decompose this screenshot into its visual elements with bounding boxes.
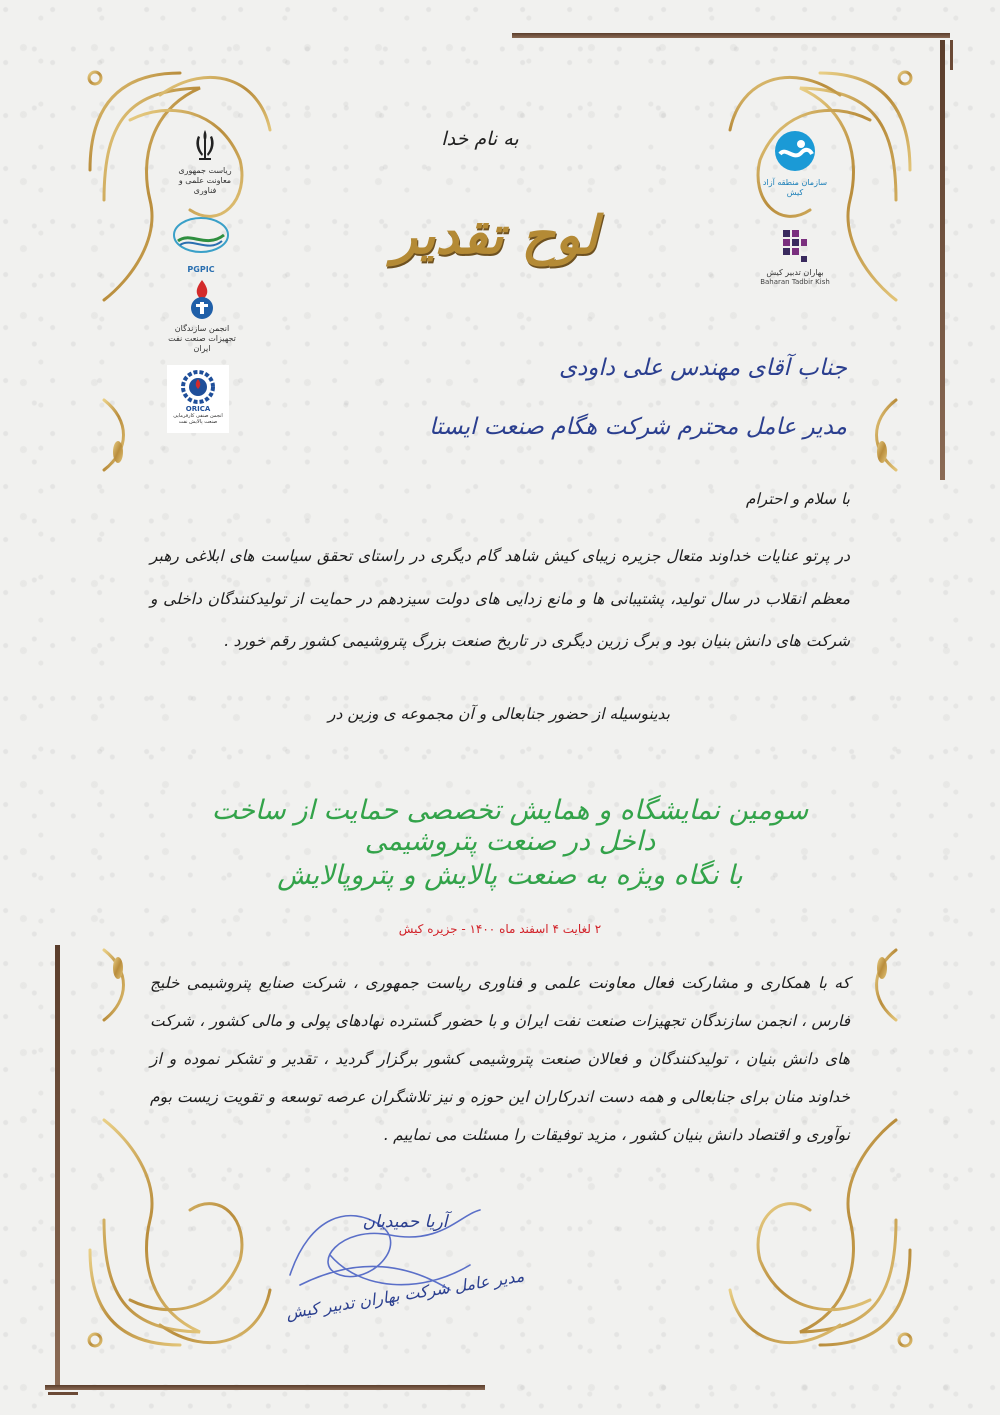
event-date: ۲ لغایت ۴ اسفند ماه ۱۴۰۰ - جزیره کیش <box>398 922 602 936</box>
kish-free-zone-logo <box>760 128 830 198</box>
certificate-title: لوح تقدیر <box>392 205 598 266</box>
association-caption-1: انجمن سازندگان <box>174 324 230 333</box>
baharan-caption-fa: بهاران تدبیر کیش <box>766 268 824 277</box>
association-caption-2: تجهیزات صنعت نفت ایران <box>168 334 236 353</box>
presidency-logo <box>170 128 240 196</box>
orica-gear-icon <box>176 369 220 409</box>
recipient-name: جناب آقای مهندس علی داودی <box>559 355 847 381</box>
baharan-caption-en: Baharan Tadbir Kish <box>760 278 830 286</box>
presidency-caption-1: ریاست جمهوری <box>178 166 232 175</box>
body-intro: بدینوسیله از حضور جنابعالی و آن مجموعه ی وزین در <box>328 705 670 723</box>
orica-label: ORICA <box>185 405 211 413</box>
pgpic-label: PGPIC <box>187 265 215 274</box>
closing-paragraph: که با همکاری و مشارکت فعال معاونت علمی و فناوری ریاست جمهوری ، شرکت صنایع پتروشیمی خلیج فارس ، انجمن سازندگان تجهیزات صنعت نفت ایران و با حضور گسترده نهادهای پولی و مالی کشور ، شرکت های دانش بنیان ، تولیدکنندگان و فعالان صنعت پتروشیمی کشور برگزار گردید ، تقدیر و تشکر نموده و از خداوند منان برای جنابعالی و همه دست اندرکاران این حوزه و نیز تلاشگران عرصه توسعه و تقویت زیست بوم نوآوری و اقتصاد دانش بنیان کشور ، مزید توفیقات را مسئلت می نماییم . <box>150 974 850 1144</box>
event-title-line2: با نگاه ویژه به صنعت پالایش و پتروپالایش <box>277 860 743 891</box>
baharan-logo <box>760 228 830 286</box>
baharan-grid-icon <box>781 228 809 264</box>
flame-drop-icon <box>182 278 222 320</box>
orica-caption: انجمن صنفی کارفرمایی صنعت پالایش نفت <box>173 413 223 426</box>
presidency-caption-2: معاونت علمی و فناوری <box>178 176 232 195</box>
orica-logo <box>167 365 229 433</box>
body-paragraph: در پرتو عنایات خداوند متعال جزیره زیبای کیش شاهد گام دیگری در راستای تحقق سیاست های ابلاغی رهبر معظم انقلاب در سال تولید، پشتیبانی ها و مانع زدایی های دولت سیزدهم در حمایت از تولیدکنندگان داخلی و شرکت های دانش بنیان بود و برگ زرین دیگری در تاریخ صنعت بزرگ پتروشیمی کشور رقم خورد . <box>150 547 850 651</box>
pgpic-wave-icon <box>170 215 232 261</box>
greeting: با سلام و احترام <box>745 490 850 508</box>
kish-caption: سازمان منطقه آزاد کیش <box>762 178 828 197</box>
basmala: به نام خدا <box>441 128 519 150</box>
pgpic-logo <box>168 215 234 274</box>
signatory-title: مدیر عامل شرکت بهاران تدبیر کیش <box>284 1266 526 1323</box>
kish-wave-icon <box>772 128 818 174</box>
iran-emblem-icon <box>192 128 218 162</box>
association-logo <box>168 278 236 354</box>
recipient-position: مدیر عامل محترم شرکت هگام صنعت ایستا <box>429 414 847 440</box>
signatory-name: آریا حمیدیان <box>362 1212 448 1232</box>
event-title-line1: سومین نمایشگاه و همایش تخصصی حمایت از ساخت داخل در صنعت پتروشیمی <box>211 795 809 857</box>
